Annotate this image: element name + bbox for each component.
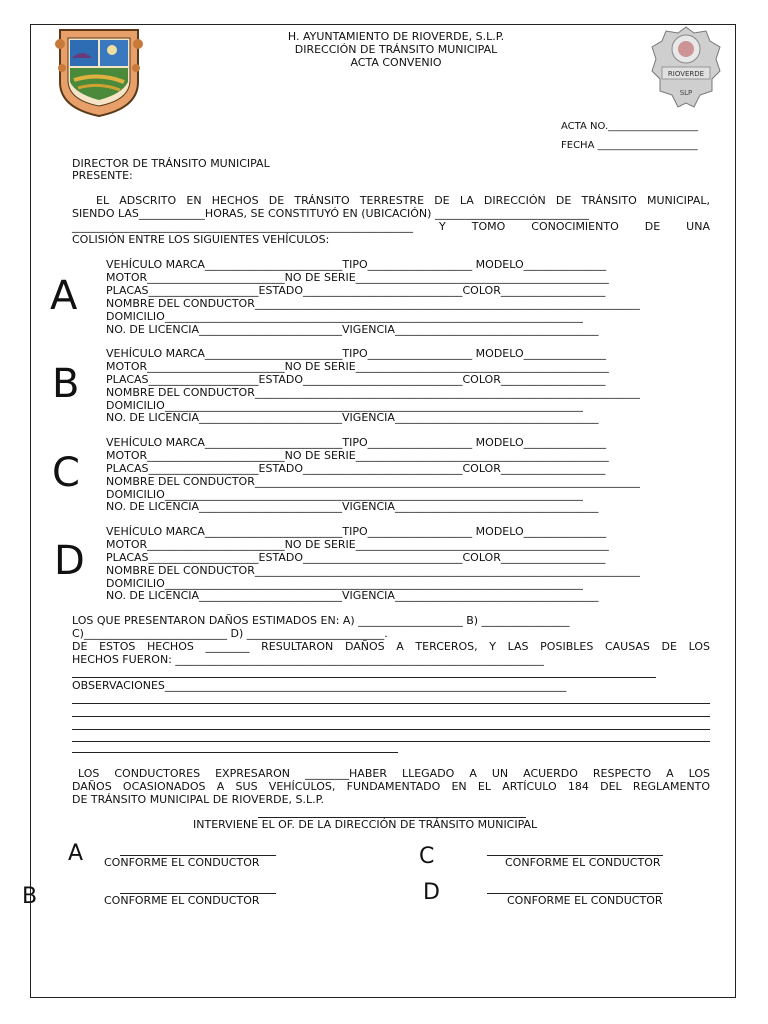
badge-text: RIOVERDE (667, 70, 705, 78)
police-badge (650, 25, 722, 111)
vehicle-d-licencia[interactable]: NO. DE LICENCIA__________________________VIGENCIA_____________________________________ (106, 589, 599, 602)
addressee-line-1: DIRECTOR DE TRÁNSITO MUNICIPAL (72, 157, 270, 170)
vehicle-c-marca[interactable]: VEHÍCULO MARCA_________________________TIPO___________________ MODELO_______________ (106, 436, 607, 449)
observations-label[interactable]: OBSERVACIONES_________________________________________________________________________ (72, 679, 567, 692)
vehicle-b-domicilio[interactable]: DOMICILIO____________________________________________________________________________ (106, 399, 583, 412)
vehicle-a-letter: A (50, 273, 78, 319)
header-line-2: DIRECCIÓN DE TRÁNSITO MUNICIPAL (294, 43, 498, 56)
vehicle-c-placas[interactable]: PLACAS____________________ESTADO_____________________________COLOR___________________ (106, 462, 606, 475)
header-line-1: H. AYUNTAMIENTO DE RIOVERDE, S.L.P. (287, 30, 505, 43)
vehicle-d-domicilio[interactable]: DOMICILIO____________________________________________________________________________ (106, 577, 583, 590)
vehicle-b-licencia[interactable]: NO. DE LICENCIA__________________________VIGENCIA_____________________________________ (106, 411, 599, 424)
vehicle-a-motor[interactable]: MOTOR_________________________NO DE SERIE______________________________________________ (106, 271, 609, 284)
observations-line-5[interactable] (72, 752, 398, 753)
observations-line-3[interactable] (72, 729, 710, 730)
vehicle-d-motor[interactable]: MOTOR_________________________NO DE SERIE______________________________________________ (106, 538, 609, 551)
vehicle-d-letter: D (54, 538, 85, 584)
badge-subtext: SLP (679, 89, 693, 97)
vehicle-b-conductor[interactable]: NOMBRE DEL CONDUCTOR______________________________________________________________________ (106, 386, 640, 399)
damages-line-1[interactable]: LOS QUE PRESENTARON DAÑOS ESTIMADOS EN: A) ___________________ B) ________________ (72, 614, 570, 627)
observations-line-2[interactable] (72, 716, 710, 717)
vehicle-d-placas[interactable]: PLACAS____________________ESTADO_____________________________COLOR___________________ (106, 551, 606, 564)
vehicle-c-licencia[interactable]: NO. DE LICENCIA__________________________VIGENCIA_____________________________________ (106, 500, 599, 513)
damages-line-2[interactable]: C)__________________________ D) _________________________. (72, 627, 388, 640)
signature-d-label: CONFORME EL CONDUCTOR (507, 894, 663, 907)
agreement-line-2: DAÑOS OCASIONADOS A SUS VEHÍCULOS, FUNDAMENTADO EN EL ARTÍCULO 184 DEL REGLAMENTO (72, 780, 710, 793)
vehicle-b-placas[interactable]: PLACAS____________________ESTADO_____________________________COLOR___________________ (106, 373, 606, 386)
vehicle-c-letter: C (52, 450, 80, 496)
signature-b-label: CONFORME EL CONDUCTOR (104, 894, 260, 907)
intervening-officer-label: INTERVIENE EL OF. DE LA DIRECCIÓN DE TRÁNSITO MUNICIPAL (193, 818, 538, 831)
vehicle-c-conductor[interactable]: NOMBRE DEL CONDUCTOR______________________________________________________________________ (106, 475, 640, 488)
vehicle-a-conductor[interactable]: NOMBRE DEL CONDUCTOR______________________________________________________________________ (106, 297, 640, 310)
header-line-3: ACTA CONVENIO (350, 56, 442, 69)
vehicle-c-domicilio[interactable]: DOMICILIO____________________________________________________________________________ (106, 488, 583, 501)
damages-line-4[interactable]: HECHOS FUERON: ___________________________________________________________________ (72, 653, 544, 666)
acta-number-field[interactable]: ACTA NO.__________________ (561, 121, 699, 132)
intro-line-2[interactable]: SIENDO LAS____________HORAS, SE CONSTITUYÓ EN (UBICACIÓN) ____________________________ (72, 207, 589, 220)
vehicle-b-marca[interactable]: VEHÍCULO MARCA_________________________TIPO___________________ MODELO_______________ (106, 347, 607, 360)
intro-line-4: COLISIÓN ENTRE LOS SIGUIENTES VEHÍCULOS: (72, 233, 330, 246)
damages-line-3[interactable]: DE ESTOS HECHOS ________ RESULTARON DAÑOS A TERCEROS, Y LAS POSIBLES CAUSAS DE LOS (72, 640, 710, 653)
vehicle-a-domicilio[interactable]: DOMICILIO____________________________________________________________________________ (106, 310, 583, 323)
signature-c-label: CONFORME EL CONDUCTOR (505, 856, 661, 869)
signature-d-letter: D (423, 880, 440, 905)
vehicle-b-letter: B (52, 361, 80, 407)
vehicle-a-placas[interactable]: PLACAS____________________ESTADO_____________________________COLOR___________________ (106, 284, 606, 297)
observations-line-1[interactable] (72, 703, 710, 704)
vehicle-d-conductor[interactable]: NOMBRE DEL CONDUCTOR______________________________________________________________________ (106, 564, 640, 577)
signature-a-letter: A (68, 841, 84, 866)
signature-a-label: CONFORME EL CONDUCTOR (104, 856, 260, 869)
agreement-line-1[interactable]: LOS CONDUCTORES EXPRESARON ________HABER LLEGADO A UN ACUERDO RESPECTO A LOS (78, 767, 710, 780)
causes-blank-line[interactable] (72, 677, 656, 678)
intro-line-3[interactable]: ______________________________________________________________ Y TOMO CONOCIMIENTO DE UNA (72, 220, 710, 233)
vehicle-a-marca[interactable]: VEHÍCULO MARCA_________________________TIPO___________________ MODELO_______________ (106, 258, 607, 271)
vehicle-c-motor[interactable]: MOTOR_________________________NO DE SERIE______________________________________________ (106, 449, 609, 462)
signature-c-letter: C (419, 844, 435, 869)
addressee-line-2: PRESENTE: (72, 169, 133, 182)
intro-line-1: EL ADSCRITO EN HECHOS DE TRÁNSITO TERRESTRE DE LA DIRECCIÓN DE TRÁNSITO MUNICIPAL, (96, 194, 710, 207)
vehicle-b-motor[interactable]: MOTOR_________________________NO DE SERIE______________________________________________ (106, 360, 609, 373)
observations-line-4[interactable] (72, 741, 710, 742)
fecha-field[interactable]: FECHA ____________________ (561, 140, 698, 151)
vehicle-d-marca[interactable]: VEHÍCULO MARCA_________________________TIPO___________________ MODELO_______________ (106, 525, 607, 538)
vehicle-a-licencia[interactable]: NO. DE LICENCIA__________________________VIGENCIA_____________________________________ (106, 323, 599, 336)
agreement-line-3: DE TRÁNSITO MUNICIPAL DE RIOVERDE, S.L.P. (72, 793, 325, 806)
signature-b-letter: B (22, 884, 38, 909)
municipal-coat-of-arms (52, 24, 146, 118)
